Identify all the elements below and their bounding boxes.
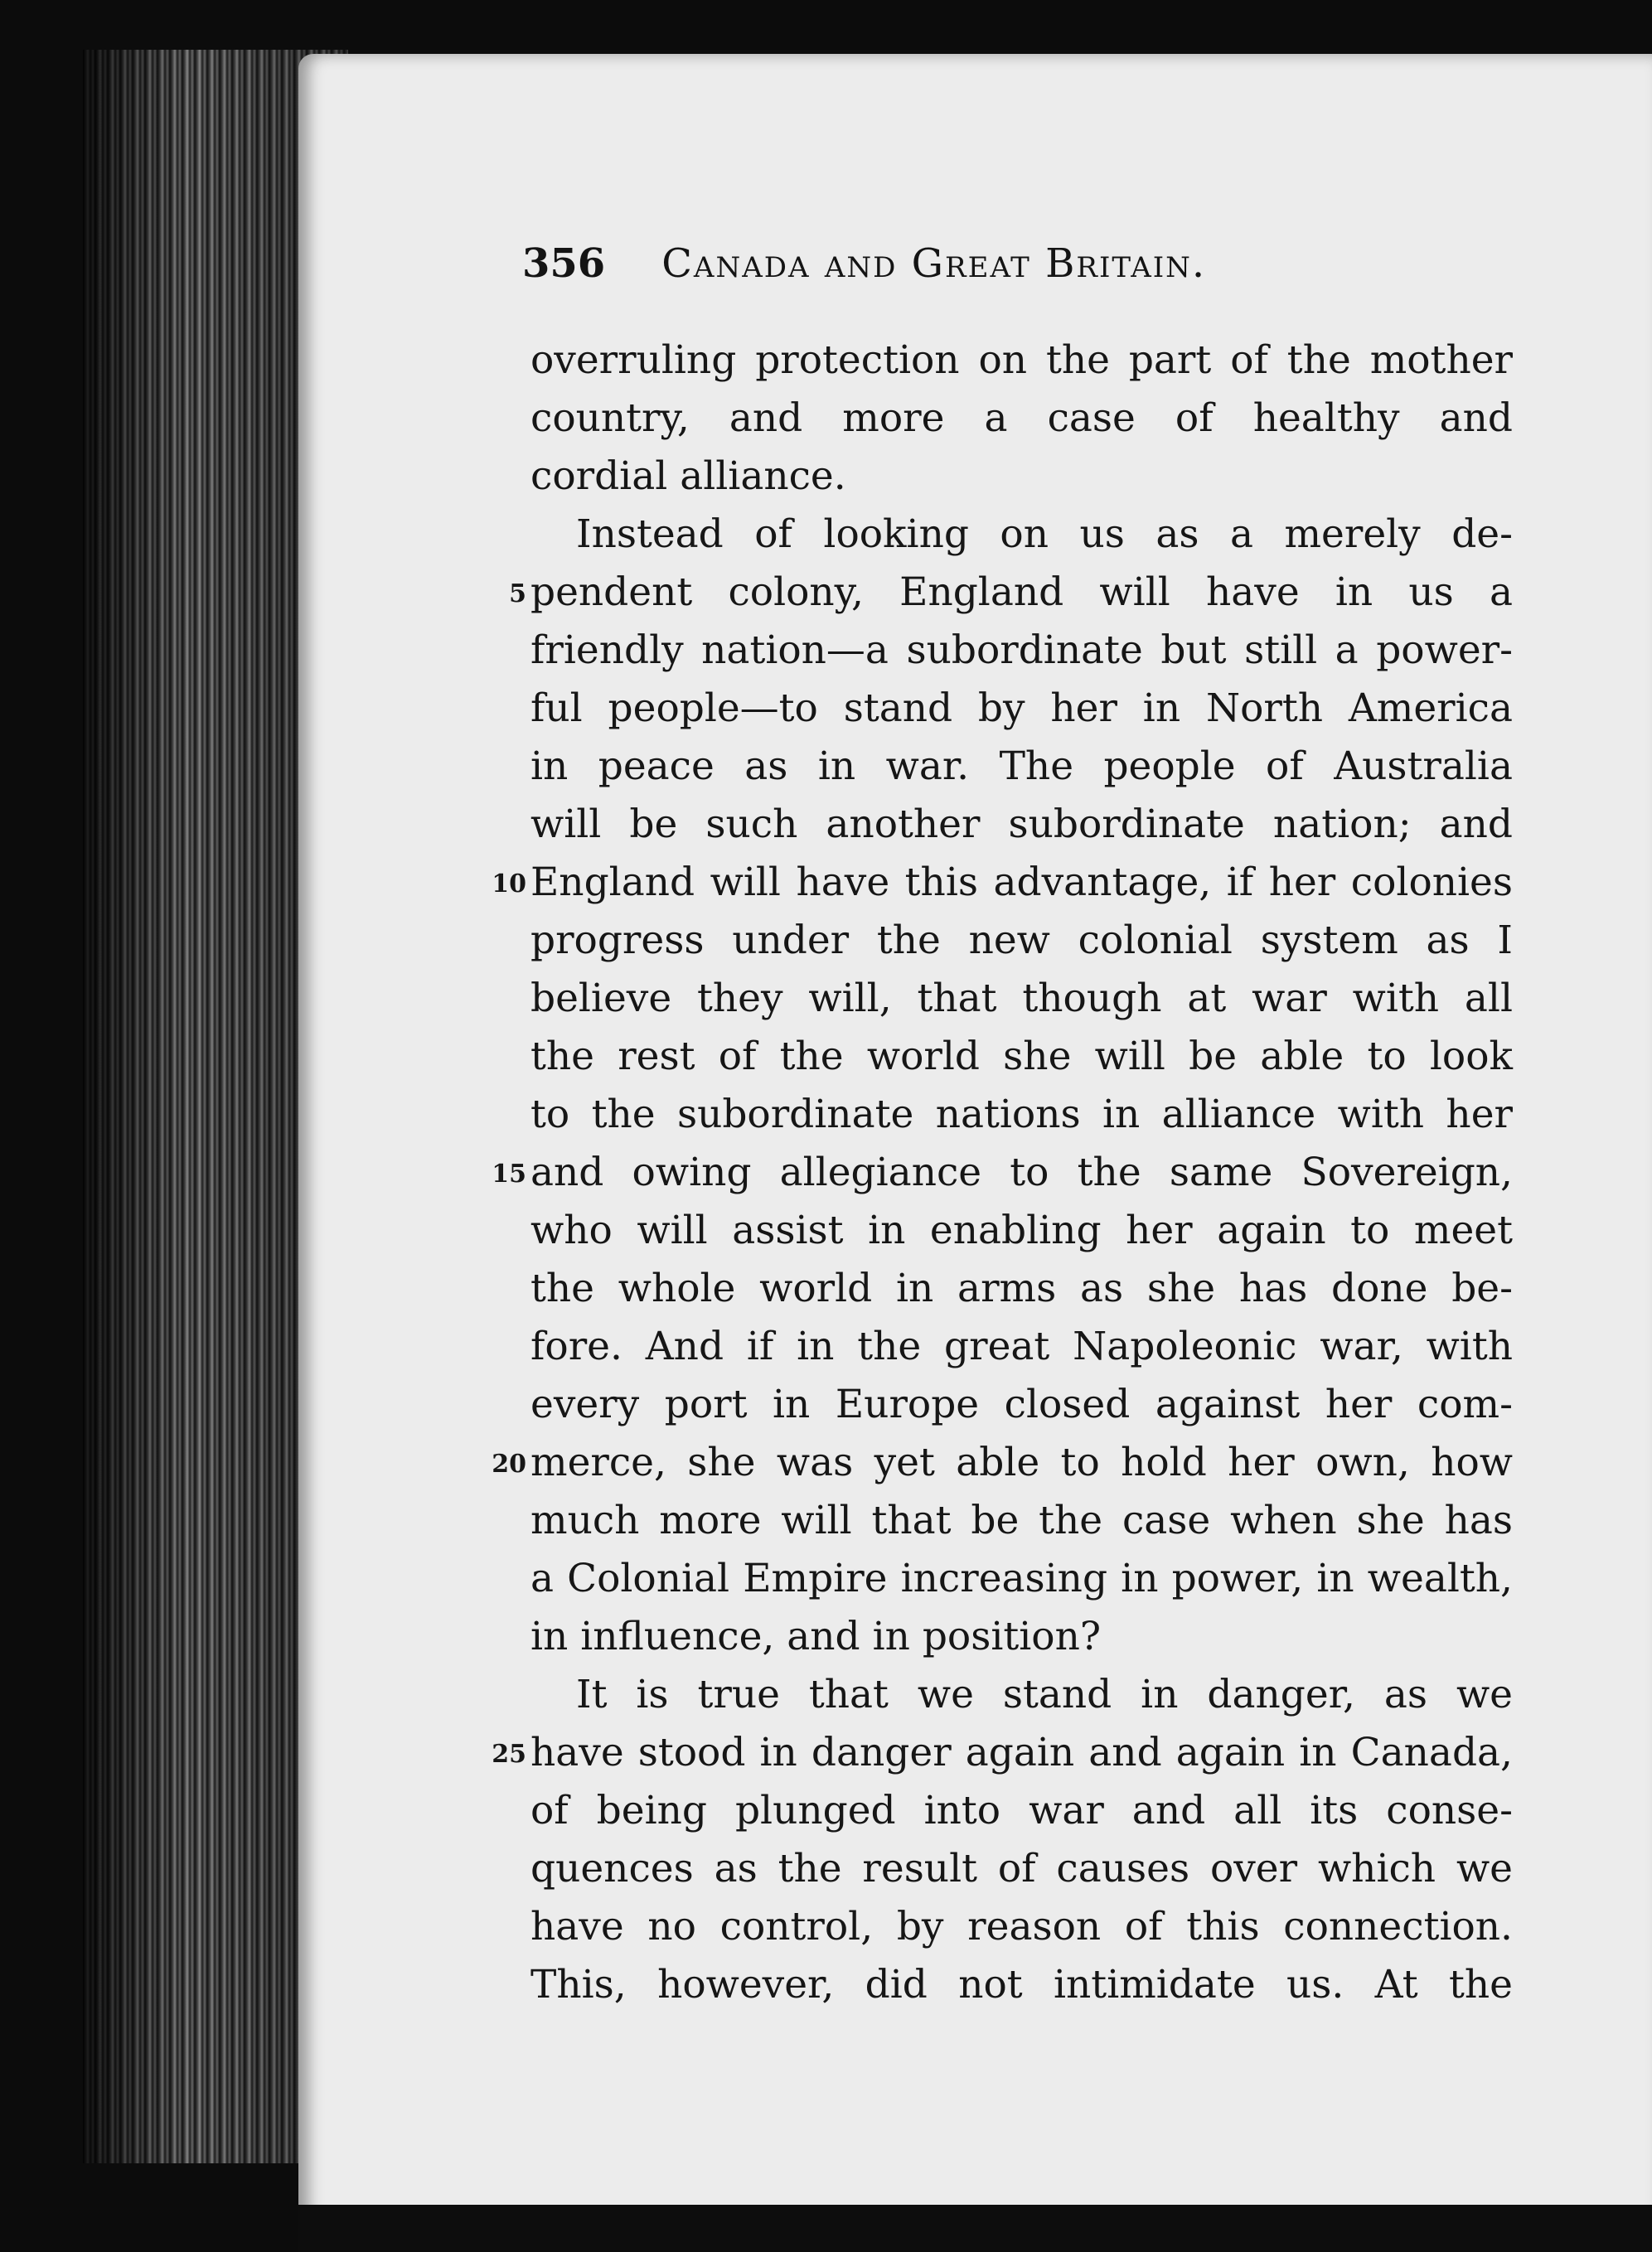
running-head — [522, 240, 1492, 307]
text-line — [530, 1840, 1513, 1898]
line-number: 25 — [492, 1740, 526, 1769]
line-text: of being plunged into war and all its conse- — [530, 1788, 1513, 1833]
text-line — [492, 1724, 1513, 1782]
text-line — [530, 1028, 1513, 1086]
line-text: who will assist in enabling her again to meet — [530, 1208, 1513, 1253]
text-line — [530, 1782, 1513, 1840]
text-line — [530, 506, 1513, 564]
line-text: a Colonial Empire increasing in power, in wealth, — [530, 1556, 1513, 1601]
line-text: ful people—to stand by her in North America — [530, 685, 1513, 731]
text-line — [530, 912, 1513, 970]
line-number: 5 — [509, 579, 526, 608]
line-text: quences as the result of causes over which we — [530, 1846, 1513, 1891]
line-text: overruling protection on the part of the mother — [530, 337, 1513, 383]
text-line — [530, 622, 1513, 680]
text-line — [530, 1202, 1513, 1260]
text-line — [530, 1492, 1513, 1550]
line-text: friendly nation—a subordinate but still a power- — [530, 627, 1513, 673]
line-text: and owing allegiance to the same Sovereign, — [530, 1150, 1513, 1195]
page-number: 356 — [522, 240, 606, 287]
line-text: Instead of looking on us as a merely de- — [576, 511, 1513, 557]
text-line — [530, 1376, 1513, 1434]
line-number: 20 — [492, 1450, 526, 1479]
running-title: Canada and Great Britain. — [661, 240, 1207, 287]
text-line — [530, 1898, 1513, 1956]
line-text: This, however, did not intimidate us. At the — [530, 1962, 1513, 2007]
line-text: progress under the new colonial system as I — [530, 918, 1513, 963]
text-line — [492, 1144, 1513, 1202]
bottom-shadow — [298, 2205, 1652, 2252]
line-text: will be such another subordinate nation; and — [530, 802, 1513, 847]
text-line — [530, 738, 1513, 796]
line-text: pendent colony, England will have in us a — [530, 569, 1513, 615]
text-line — [530, 390, 1513, 448]
line-text: have no control, by reason of this connection. — [530, 1904, 1513, 1949]
line-text: to the subordinate nations in alliance with her — [530, 1092, 1513, 1137]
text-line — [492, 1434, 1513, 1492]
text-line — [530, 1550, 1513, 1608]
line-text: much more will that be the case when she has — [530, 1498, 1513, 1543]
text-line — [530, 1260, 1513, 1318]
text-line — [530, 332, 1513, 390]
line-text: the whole world in arms as she has done be- — [530, 1266, 1513, 1311]
text-line — [530, 796, 1513, 854]
line-text: fore. And if in the great Napoleonic war, with — [530, 1324, 1513, 1369]
line-text: in influence, and in position? — [530, 1614, 1102, 1659]
body-text — [492, 332, 1513, 2014]
text-line — [530, 1318, 1513, 1376]
line-number: 10 — [492, 869, 526, 898]
text-line — [530, 1086, 1513, 1144]
text-line — [530, 970, 1513, 1028]
line-text: It is true that we stand in danger, as we — [576, 1672, 1513, 1717]
line-text: merce, she was yet able to hold her own, how — [530, 1440, 1513, 1485]
text-line — [530, 1608, 1513, 1666]
text-line — [530, 680, 1513, 738]
text-line — [530, 448, 1513, 506]
line-text: believe they will, that though at war with all — [530, 976, 1513, 1021]
text-line — [509, 564, 1513, 622]
line-text: country, and more a case of healthy and — [530, 395, 1513, 441]
line-text: the rest of the world she will be able to look — [530, 1034, 1513, 1079]
line-text: England will have this advantage, if her colonies — [530, 860, 1513, 905]
line-text: have stood in danger again and again in Canada, — [530, 1730, 1513, 1775]
text-line — [530, 1666, 1513, 1724]
text-line — [492, 854, 1513, 912]
text-line — [530, 1956, 1513, 2014]
line-text: in peace as in war. The people of Australia — [530, 743, 1513, 789]
line-text: every port in Europe closed against her com- — [530, 1382, 1513, 1427]
line-text: cordial alliance. — [530, 453, 846, 499]
line-number: 15 — [492, 1160, 526, 1189]
